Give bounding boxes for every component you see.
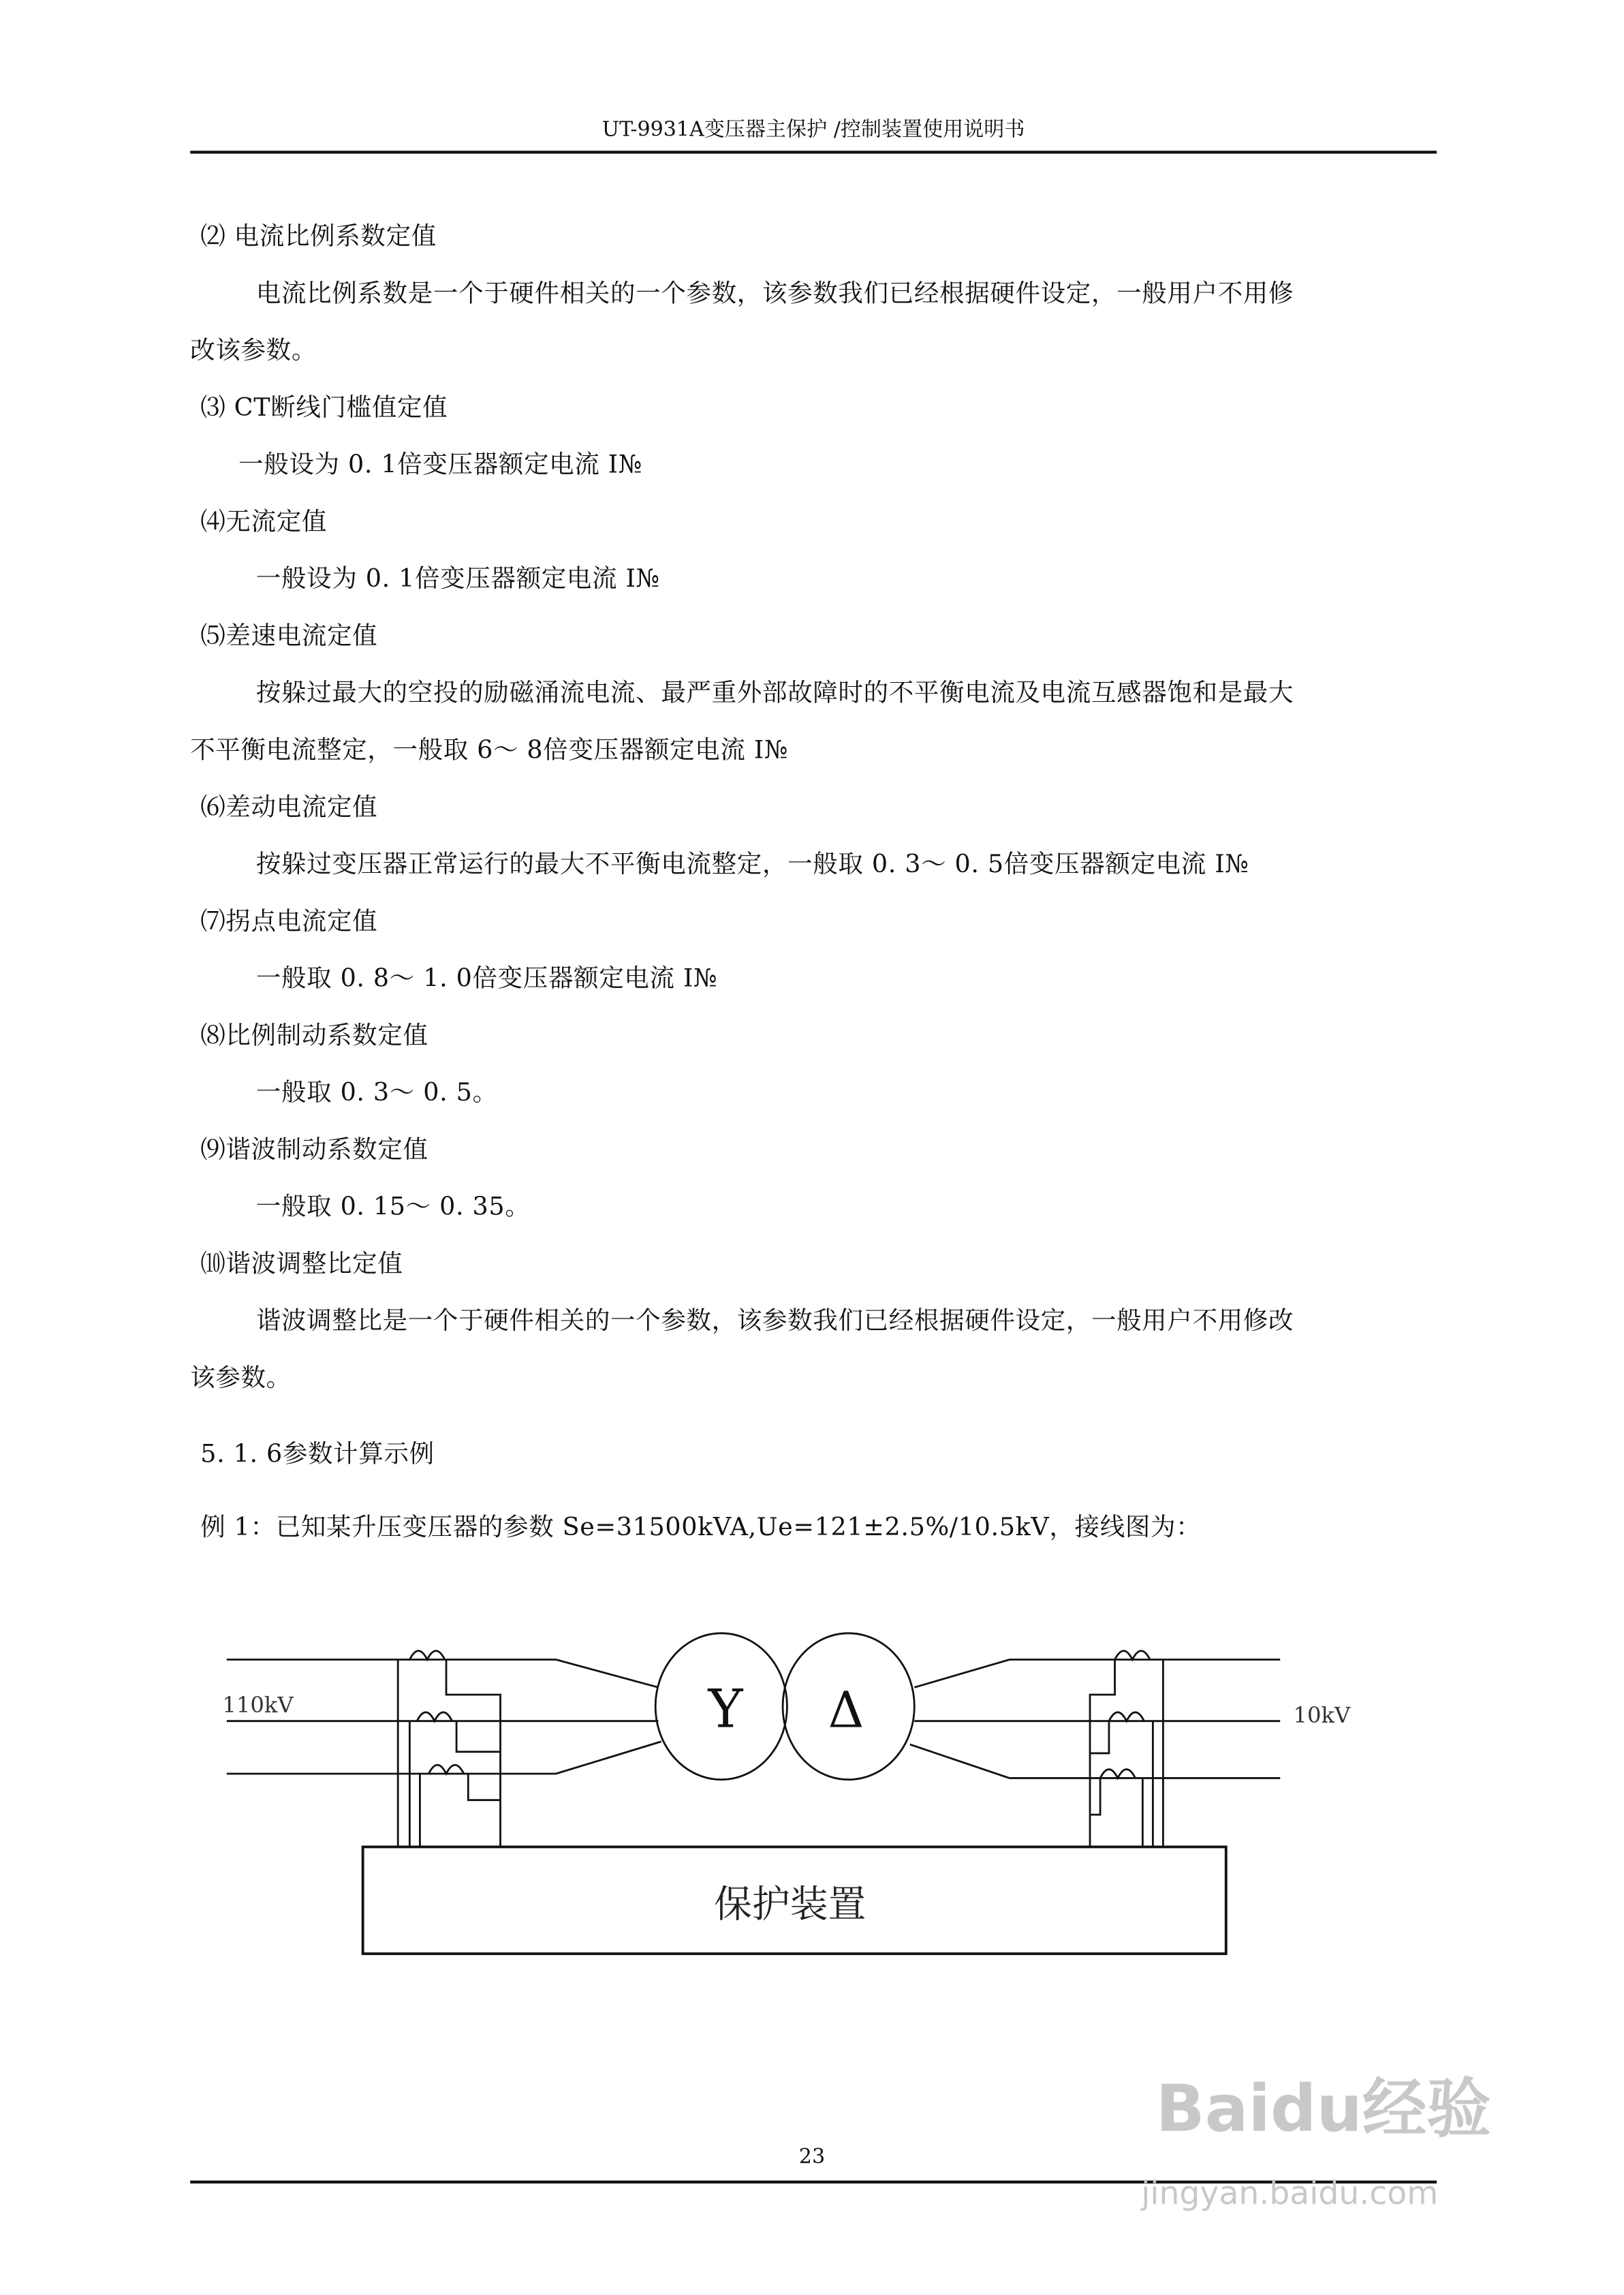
item-heading: ⑷无流定值 xyxy=(200,508,328,538)
paragraph: 一般设为 0. 1倍变压器额定电流 I№ xyxy=(255,565,660,594)
paragraph: 谐波调整比是一个于硬件相关的一个参数，该参数我们已经根据硬件设定，一般用户不用修改 xyxy=(255,1306,1294,1336)
lv-ct-wiring xyxy=(1090,1651,1163,1847)
paragraph: 按躲过最大的空投的励磁涌流电流、最严重外部故障时的不平衡电流及电流互感器饱和是最大 xyxy=(255,679,1294,709)
item-heading: ⑺拐点电流定值 xyxy=(200,907,378,937)
paragraph: 改该参数。 xyxy=(190,336,317,366)
paragraph: 一般取 0. 8～ 1. 0倍变压器额定电流 I№ xyxy=(255,964,718,994)
paragraph: 一般取 0. 15～ 0. 35。 xyxy=(255,1192,531,1222)
item-heading: ⑵ 电流比例系数定值 xyxy=(200,222,437,252)
paragraph: 一般取 0. 3～ 0. 5。 xyxy=(255,1078,498,1108)
section-heading: 5. 1. 6参数计算示例 xyxy=(200,1440,435,1470)
page-number: 23 xyxy=(798,2145,826,2169)
lv-label: 10kV xyxy=(1293,1701,1351,1728)
watermark-url: jingyan.baidu.com xyxy=(1141,2176,1439,2213)
item-heading: ⑶ CT断线门槛值定值 xyxy=(200,393,448,423)
baidu-watermark xyxy=(1141,2057,1491,2213)
lv-lines xyxy=(910,1659,1280,1778)
item-heading: ⑼谐波制动系数定值 xyxy=(200,1135,428,1165)
y-symbol: Y xyxy=(708,1678,743,1740)
paragraph: 电流比例系数是一个于硬件相关的一个参数，该参数我们已经根据硬件设定，一般用户不用修 xyxy=(255,279,1294,309)
delta-symbol: Δ xyxy=(828,1681,864,1740)
hv-ct-wiring xyxy=(398,1651,500,1847)
example-text: 例 1：已知某升压变压器的参数 Se=31500kVA,Ue=121±2.5%/10.5kV，接线图为： xyxy=(200,1513,1202,1543)
page-header: UT-9931A变压器主保护 /控制装置使用说明书 xyxy=(602,118,1025,142)
device-label: 保护装置 xyxy=(714,1882,866,1927)
hv-label: 110kV xyxy=(222,1691,294,1718)
item-heading: ⑸差速电流定值 xyxy=(200,621,378,651)
paragraph: 一般设为 0. 1倍变压器额定电流 I№ xyxy=(238,450,642,480)
watermark-brand: Baidu经验 xyxy=(1155,2072,1491,2147)
item-heading: ⑹差动电流定值 xyxy=(200,793,378,823)
paragraph: 不平衡电流整定，一般取 6～ 8倍变压器额定电流 I№ xyxy=(190,736,789,766)
paragraph: 该参数。 xyxy=(190,1364,292,1393)
paragraph: 按躲过变压器正常运行的最大不平衡电流整定，一般取 0. 3～ 0. 5倍变压器额定电流 I№ xyxy=(255,850,1249,880)
item-heading: ⑻比例制动系数定值 xyxy=(200,1021,428,1051)
item-heading: ⑽谐波调整比定值 xyxy=(200,1250,403,1280)
